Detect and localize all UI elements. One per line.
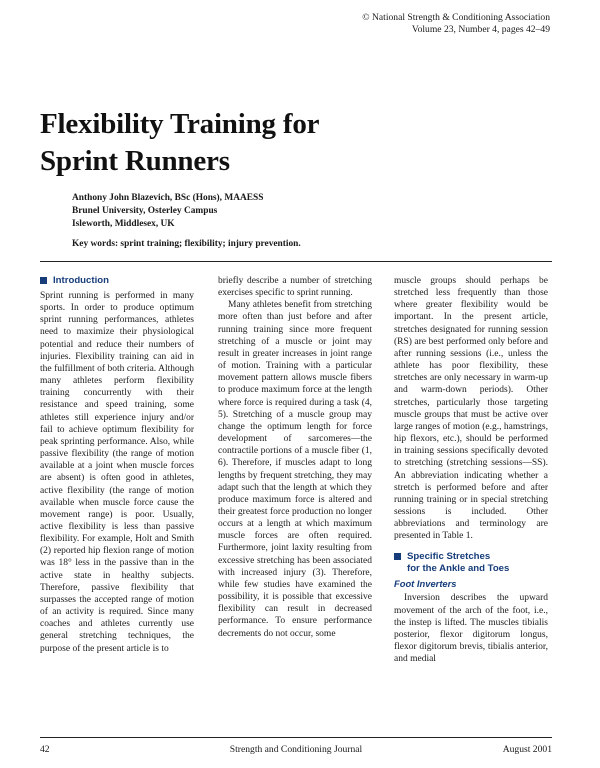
section-heading-line-1: Specific Stretches <box>407 551 491 563</box>
author-block <box>72 192 492 231</box>
footer-divider <box>40 737 552 738</box>
keywords: Key words: sprint training; flexibility; injury prevention. <box>72 239 301 249</box>
footer-date: August 2001 <box>502 744 552 755</box>
paragraph: Inversion describes the upward movement of the arch of the foot, i.e., the instep is lifted. The muscles tibialis posterior, flexor digitorum longus, flexor digitorum brevis, tibialis anterior, and medial <box>394 593 548 665</box>
footer-journal: Strength and Conditioning Journal <box>229 744 363 755</box>
paragraph: Sprint running is performed in many sports. In order to produce optimum sprint running performances, athletes need to maximize their physiological potential and reduce their numbers of injuries. Flexibility training can aid in the fulfillment of both criteria. Although many athletes perform flexibility training concurrently with their resistance and speed training, some athletes still experience injury and/or fail to achieve optimum flexibility for peak sprinting performance. Also, while passive flexibility (the range of motion available at a joint when muscle forces are absent) is often good in athletes, active flexibility (the range of motion available when muscle force cause the movement range) is poor. Usually, active flexibility is less than passive flexibility. For example, Holt and Smith (2) reported hip flexion range of motion was 18° less in the passive than in the active state in healthy subjects. Therefore, passive flexibility that surpasses the accepted range of motion of an activity is required. Since many coaches and athletes currently use general stretching techniques, the purpose of the present article is to <box>40 291 194 654</box>
author-location: Isleworth, Middlesex, UK <box>72 219 175 229</box>
volume-line: Volume 23, Number 4, pages 42–49 <box>411 24 550 35</box>
title-line-2: Sprint Runners <box>40 145 230 177</box>
author-affiliation: Brunel University, Osterley Campus <box>72 206 218 216</box>
copyright-line: © National Strength & Conditioning Association <box>362 12 550 23</box>
footer-page-number: 42 <box>40 744 50 755</box>
title-line-1: Flexibility Training for <box>40 108 320 140</box>
section-heading-introduction <box>40 275 194 287</box>
section-heading-line-2: for the Ankle and Toes <box>407 563 510 575</box>
author-name: Anthony John Blazevich, BSc (Hons), MAAESS <box>72 193 264 203</box>
paragraph: Many athletes benefit from stretching more often than just before and after running training since more frequent stretching of a muscle or joint may result in greater increases in joint range of motion. Training with a particular movement pattern allows muscle fibers to produce maximum force at the length where force is required during a task (4, 5). Stretching of a muscle group may change the optimum length for force development of sarcomeres—the contractile portions of a muscle fiber (1, 6). Therefore, if muscles adapt to long lengths by frequent stretching, they may adapt such that the length at which they produce maximum force is altered and their greatest force production no longer occurs at a length at which maximum muscle forces are often required. Furthermore, joint laxity resulting from excessive stretching has been associated with increased injury (3). Therefore, while few studies have examined the possibility, it is possible that excessive flexibility can result in decreased performance. To ensure performance decrements do not occur, some <box>218 300 372 639</box>
paragraph: muscle groups should perhaps be stretched less frequently than those where greater flexibility would be important. In the present article, stretches designated for running session (RS) are best performed only before and after running sessions (i.e., unless the athlete has poor flexibility, these stretches are only necessary in warm-up and warm-down periods). Other stretches, particularly those targeting muscle groups that must be active over large ranges of motion (e.g., hamstrings, hip flexors, etc.), should be performed in training sessions specifically devoted to stretching (stretching sessions—SS). An abbreviation indicating whether a stretch is performed before and after running training or in special stretching sessions is included. Other abbreviations and terminology are presented in Table 1. <box>394 276 548 542</box>
section-heading-text <box>407 551 509 575</box>
journal-header <box>230 12 550 36</box>
header-divider <box>40 261 552 262</box>
column-2 <box>218 275 372 640</box>
section-heading-specific-stretches <box>394 551 548 575</box>
section-heading-text: Introduction <box>53 275 109 286</box>
paragraph: briefly describe a number of stretching exercises specific to sprint running. <box>218 276 372 299</box>
subsection-heading: Foot Inverters <box>394 578 457 590</box>
column-1 <box>40 275 194 655</box>
section-bullet-icon <box>394 553 401 560</box>
section-bullet-icon <box>40 277 47 284</box>
column-3 <box>394 275 548 665</box>
article-title <box>40 106 460 180</box>
